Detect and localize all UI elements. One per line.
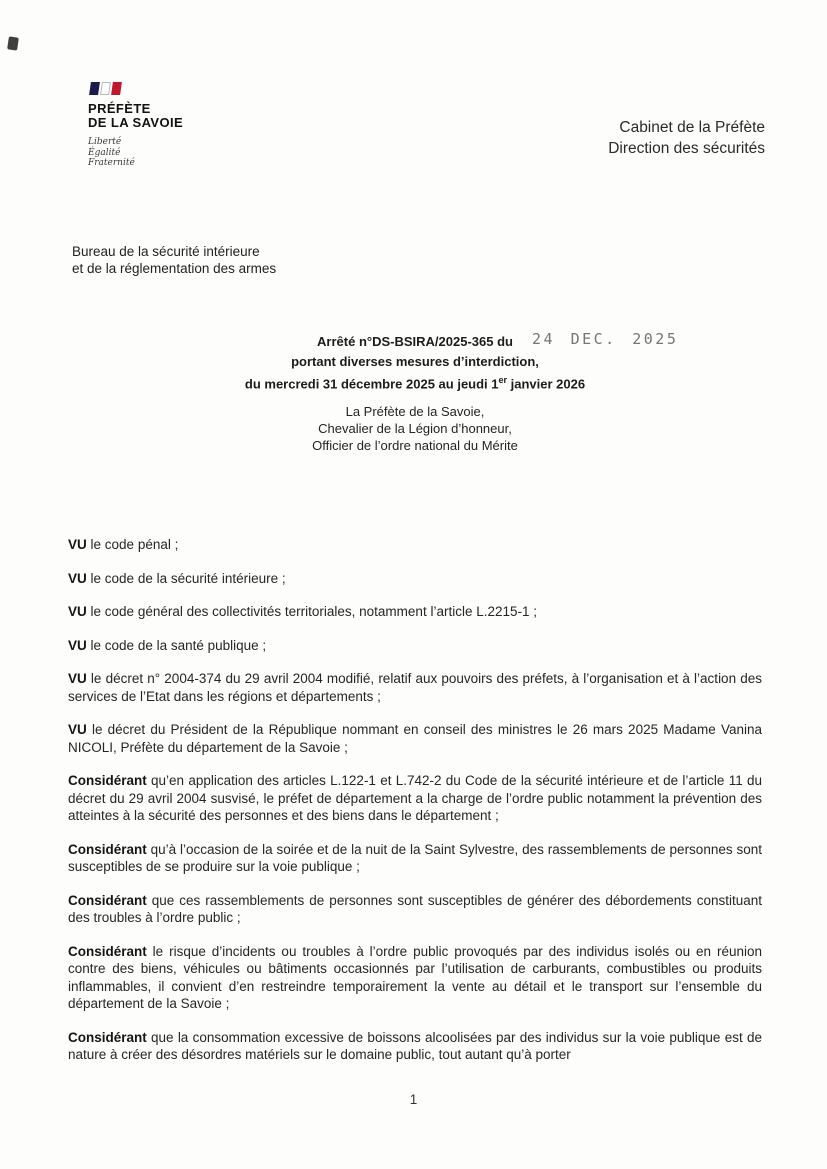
considerant-paragraph: [68, 943, 762, 1013]
authority-line1: La Préfète de la Savoie,: [345, 404, 485, 419]
considerant-text: le risque d’incidents ou troubles à l’ordre public provoqués par des individus isolés ou en réunion contre des biens, véhicules ou bâtiments occasionnés par l’utilisation de carburants, combustibles ou produits inflammables, il convient d’en restreindre temporairement la vente au détail et le transport sur l’ensemble du département de la Savoie ;: [68, 943, 762, 1011]
decree-dates: du mercredi 31 décembre 2025 au jeudi 1er janvier 2026: [244, 375, 586, 392]
considerant-paragraph: [68, 772, 762, 825]
motto-liberte: Liberté: [88, 137, 122, 147]
authority-line2: Chevalier de la Légion d’honneur,: [318, 421, 512, 436]
issuing-service: [608, 117, 765, 159]
document-body: [68, 536, 762, 1080]
vu-text: le décret du Président de la République nommant en conseil des ministres le 26 mars 2025 Madame Vanina NICOLI, Préfète du département de la Savoie ;: [68, 722, 762, 755]
prefecture-name-line1: PRÉFÈTE: [88, 101, 151, 116]
bureau-line2: et de la réglementation des armes: [72, 261, 277, 276]
republic-motto: [88, 137, 183, 169]
vu-paragraph: [68, 536, 762, 554]
vu-text: le code pénal ;: [90, 537, 179, 552]
authority-block: [66, 403, 764, 454]
considerant-label: Considérant: [68, 1029, 147, 1045]
french-flag-icon: [89, 82, 184, 95]
vu-label: VU: [68, 570, 87, 586]
vu-paragraph: [68, 721, 762, 756]
motto-egalite: Égalité: [88, 147, 121, 158]
vu-text: le code de la santé publique ;: [90, 637, 267, 653]
date-stamp: 24 DEC. 2025: [532, 330, 679, 348]
vu-text: le code général des collectivités territoriales, notamment l’article L.2215-1 ;: [90, 604, 538, 619]
vu-label: VU: [68, 637, 87, 653]
vu-label: VU: [68, 722, 87, 737]
considerant-label: Considérant: [68, 892, 147, 908]
vu-text: le décret n° 2004-374 du 29 avril 2004 modifié, relatif aux pouvoirs des préfets, à l’organisation et à l’action des services de l’Etat dans les régions et départements ;: [68, 671, 762, 704]
bureau-block: [72, 243, 276, 277]
vu-label: VU: [68, 537, 87, 552]
scan-artifact-mark: [7, 36, 19, 50]
vu-paragraph: [68, 670, 762, 705]
prefecture-logo: [88, 82, 183, 169]
considerant-text: que ces rassemblements de personnes sont susceptibles de générer des débordements constituant des troubles à l’ordre public ;: [68, 892, 762, 925]
decree-subject: portant diverses mesures d’interdiction,: [291, 353, 539, 369]
vu-label: VU: [68, 604, 87, 619]
ordinal-superscript: er: [498, 375, 508, 385]
considerant-text: que la consommation excessive de boissons alcoolisées par des individus sur la voie publique est de nature à créer des désordres matériels sur le domaine public, tout autant qu’à porter: [68, 1029, 762, 1062]
considerant-text: qu’en application des articles L.122-1 et L.742-2 du Code de la sécurité intérieure et de l’article 11 du décret du 29 avril 2004 susvisé, le préfet de département a la charge de l’ordre public notamment la prévention des atteintes à la sécurité des personnes et des biens dans le département ;: [68, 773, 762, 823]
prefecture-name-line2: DE LA SAVOIE: [88, 115, 184, 130]
considerant-label: Considérant: [68, 943, 147, 959]
considerant-label: Considérant: [68, 773, 147, 788]
decree-number: Arrêté n°DS-BSIRA/2025-365 du: [317, 334, 513, 349]
vu-paragraph: [68, 637, 762, 655]
page-number: 1: [409, 1092, 418, 1107]
considerant-paragraph: [68, 892, 762, 927]
vu-paragraph: [68, 603, 762, 621]
vu-text: le code de la sécurité intérieure ;: [90, 570, 286, 586]
service-direction: Direction des sécurités: [608, 140, 765, 157]
considerant-paragraph: [68, 1029, 762, 1064]
motto-fraternite: Fraternité: [88, 158, 135, 168]
vu-paragraph: [68, 570, 762, 588]
vu-label: VU: [68, 671, 87, 686]
considerant-text: qu’à l’occasion de la soirée et de la nuit de la Saint Sylvestre, des rassemblements de personnes sont susceptibles de se produire sur la voie publique ;: [68, 841, 762, 874]
considerant-label: Considérant: [68, 841, 147, 857]
service-cabinet: Cabinet de la Préfète: [619, 119, 765, 136]
considerant-paragraph: [68, 841, 762, 876]
authority-line3: Officier de l’ordre national du Mérite: [312, 438, 518, 453]
bureau-line1: Bureau de la sécurité intérieure: [72, 244, 260, 259]
